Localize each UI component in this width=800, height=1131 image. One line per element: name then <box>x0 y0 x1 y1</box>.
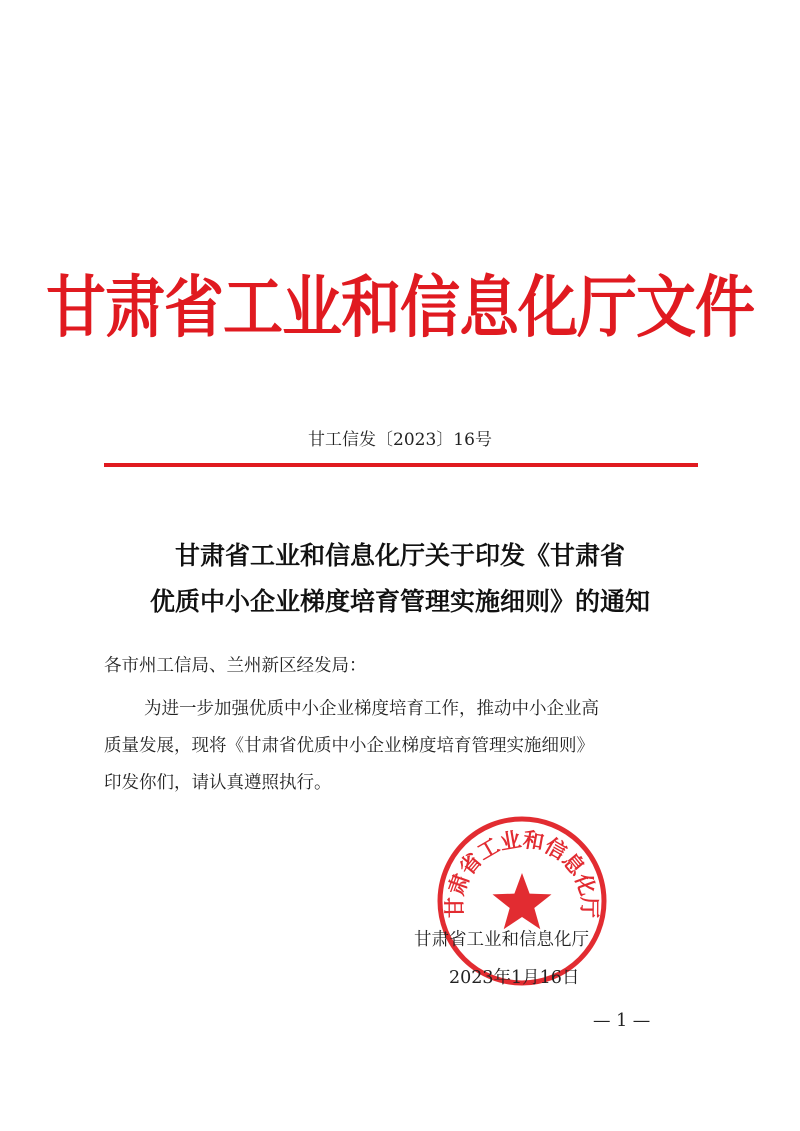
addressee: 各市州工信局、兰州新区经发局： <box>104 656 367 676</box>
body-line-2: 质量发展，现将《甘肃省优质中小企业梯度培育管理实施细则》 <box>104 736 594 756</box>
page-number: — 1 — <box>593 1011 651 1031</box>
issue-date: 2023年1月16日 <box>449 968 580 988</box>
official-seal <box>436 815 608 987</box>
seal-star-icon <box>493 873 552 929</box>
notice-title-line-1: 甘肃省工业和信息化厅关于印发《甘肃省 <box>174 541 625 570</box>
body-paragraph <box>104 691 704 802</box>
issuer-signature: 甘肃省工业和信息化厅 <box>414 930 589 950</box>
body-line-1: 为进一步加强优质中小企业梯度培育工作，推动中小企业高 <box>144 699 599 719</box>
document-number: 甘工信发〔2023〕16号 <box>308 430 492 450</box>
notice-title <box>60 533 740 625</box>
red-divider-line <box>104 463 698 467</box>
body-line-3: 印发你们，请认真遵照执行。 <box>104 773 332 793</box>
notice-title-line-2: 优质中小企业梯度培育管理实施细则》的通知 <box>149 587 650 616</box>
masthead-title: 甘肃省工业和信息化厅文件 <box>46 268 754 348</box>
seal-text: 甘肃省工业和信息化厅 <box>442 827 602 919</box>
